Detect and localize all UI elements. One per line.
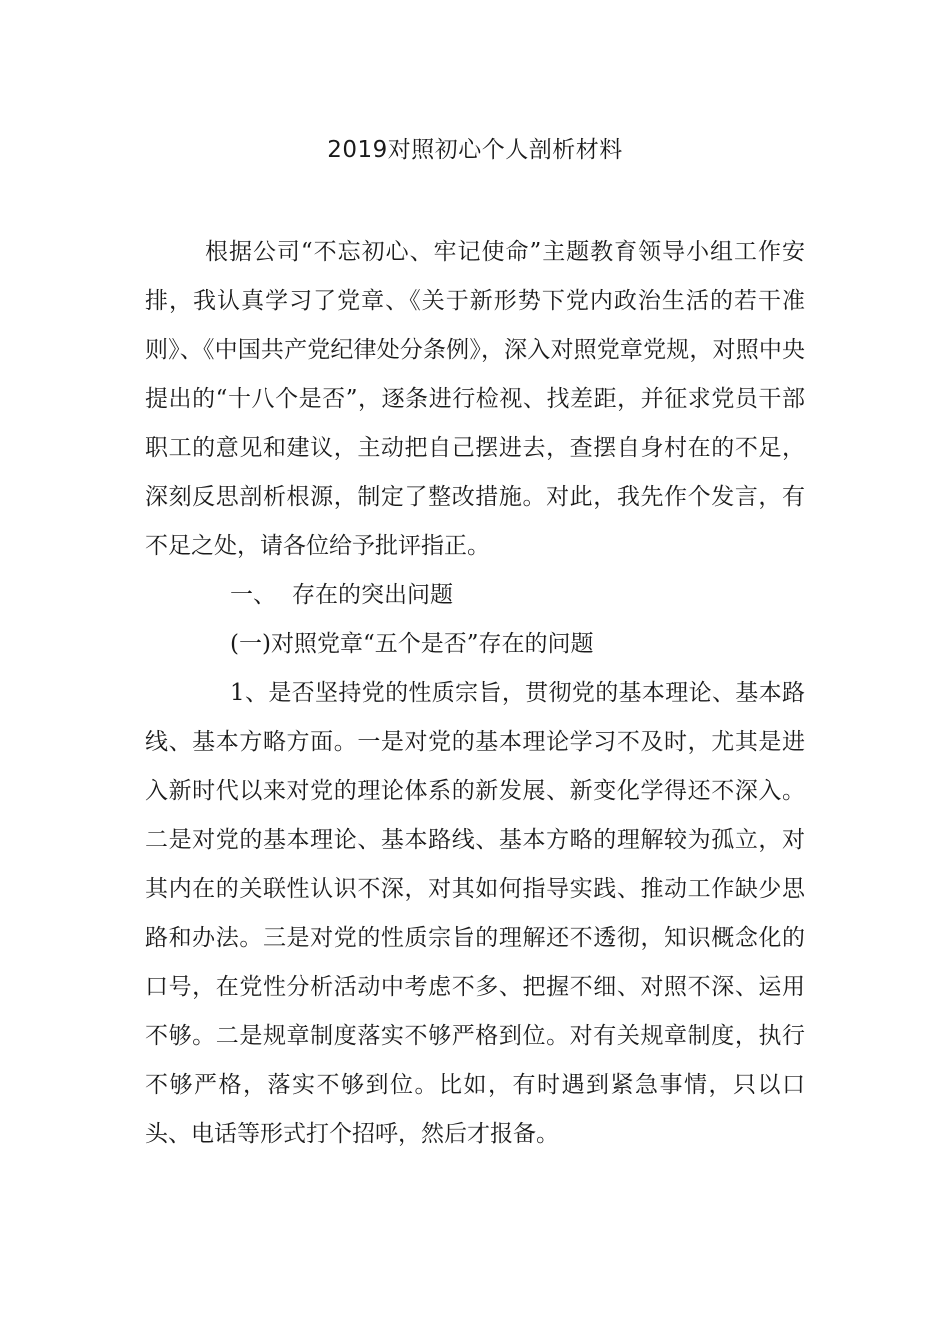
document-title: 2019对照初心个人剖析材料 (327, 137, 623, 163)
item-paragraph-1: 1、是否坚持党的性质宗旨，贯彻党的基本理论、基本路线、基本方略方面。一是对党的基本理论学习不及时，尤其是进入新时代以来对党的理论体系的新发展、新变化学得还不深入。二是对党的基本理论、基本路线、基本方略的理解较为孤立，对其内在的关联性认识不深，对其如何指导实践、推动工作缺少思路和办法。三是对党的性质宗旨的理解还不透彻，知识概念化的口号，在党性分析活动中考虑不多、把握不细、对照不深、运用不够。二是规章制度落实不够严格到位。对有关规章制度，执行不够严格，落实不够到位。比如，有时遇到紧急事情，只以口头、电话等形式打个招呼，然后才报备。 (145, 680, 805, 1147)
subsection-heading-1: (一)对照党章“五个是否”存在的问题 (230, 631, 594, 657)
intro-paragraph: 根据公司“不忘初心、牢记使命”主题教育领导小组工作安排，我认真学习了党章、《关于新形势下党内政治生活的若干准则》、《中国共产党纪律处分条例》，深入对照党章党规，对照中央提出的“十八个是否”，逐条进行检视、找差距，并征求党员干部职工的意见和建议，主动把自己摆进去，查摆自身村在的不足，深刻反思剖析根源，制定了整改措施。对此，我先作个发言，有不足之处，请各位给予批评指正。 (145, 239, 805, 559)
section-number: 一、 (230, 582, 276, 608)
section-heading-1 (145, 571, 805, 620)
section-heading-text: 存在的突出问题 (292, 582, 453, 608)
document-body (145, 228, 805, 1159)
